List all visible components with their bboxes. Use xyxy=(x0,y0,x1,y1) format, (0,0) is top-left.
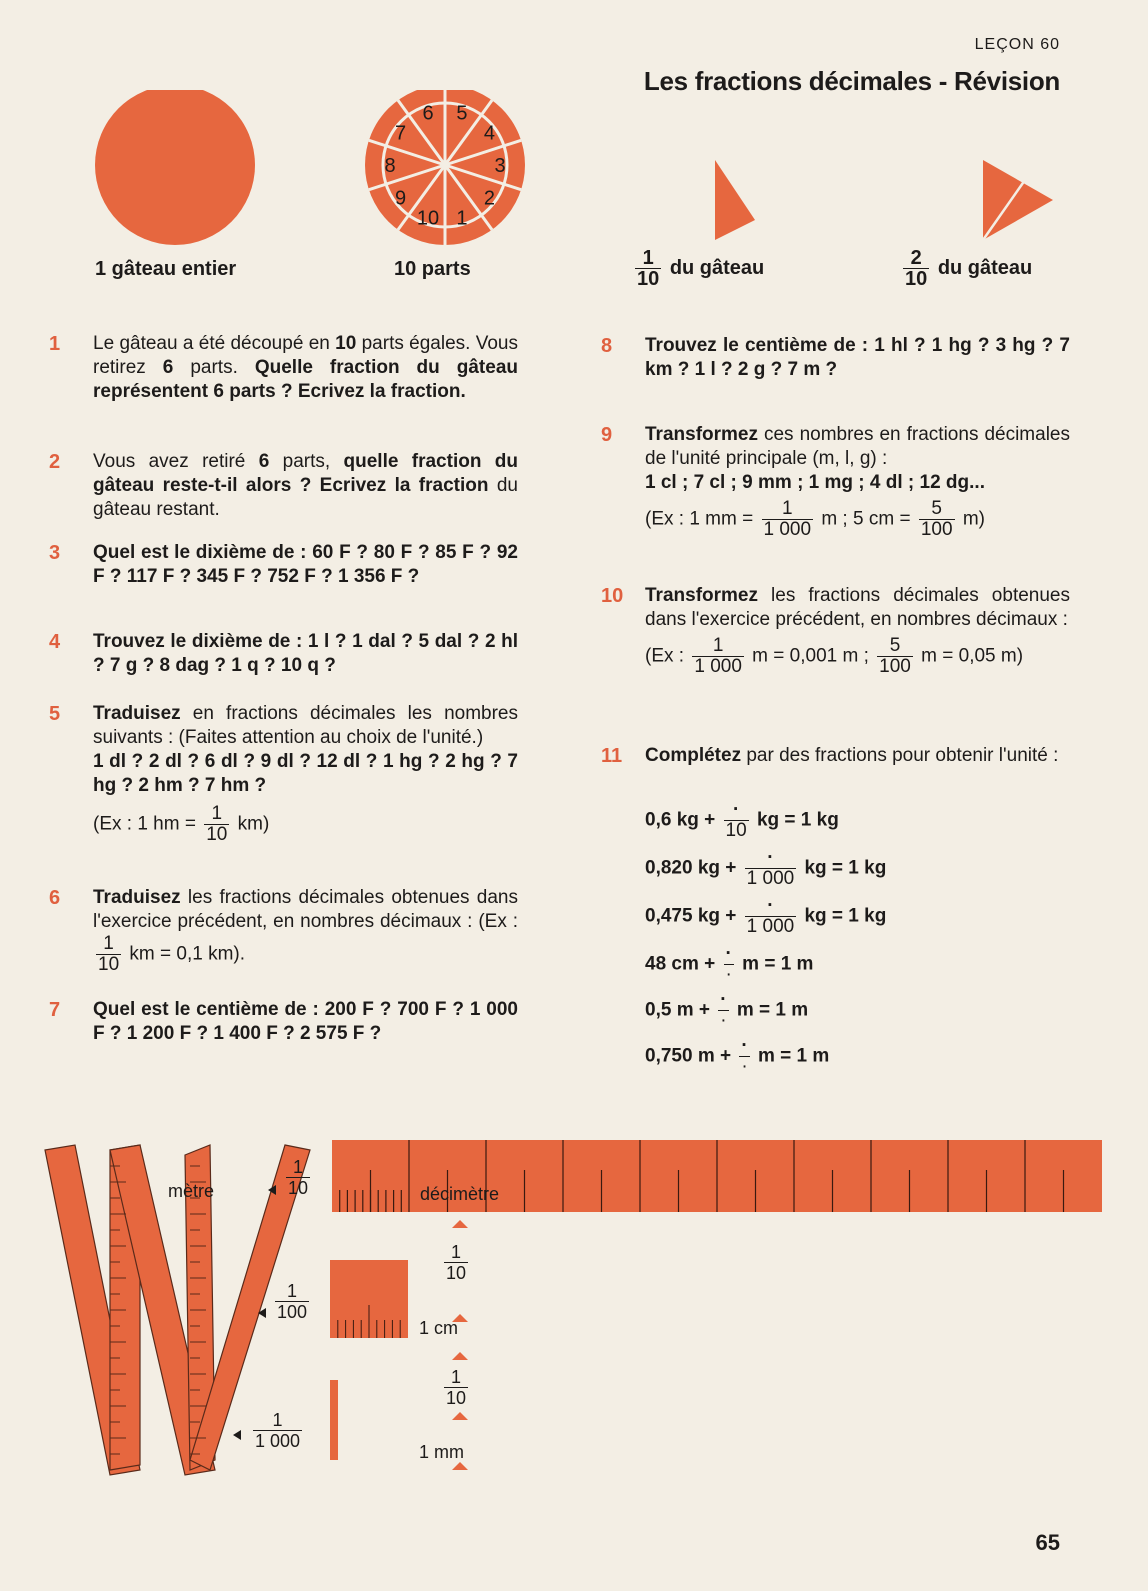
slice-number: 9 xyxy=(394,187,407,210)
exercise-11-lines xyxy=(645,800,886,1082)
slice-number: 8 xyxy=(384,155,396,177)
page-title: Les fractions décimales - Révision xyxy=(643,66,1060,96)
exercise-9: 9 Transformez ces nombres en fractions décimales de l'unité principale (m, l, g) : 1 cl ; 7 cl ; 9 mm ; 1 mg ; 4 dl ; 12 dg... (Ex : 1 mm = $\frac{1}{1 000}$ m ; 5 cm = $\frac{5}{100}$ m) xyxy=(601,424,1070,540)
label-metre: mètre xyxy=(168,1181,215,1201)
lesson-number: LEÇON 60 xyxy=(974,36,1060,53)
fraction-mm: $\frac{1}{1 000}$ xyxy=(255,1410,301,1451)
completion-line: 0,6 kg + $\frac{\cdot}{10}$ kg = 1 kg xyxy=(645,799,839,841)
slice-number: 1 xyxy=(456,207,468,230)
label-mm: 1 mm xyxy=(419,1442,464,1462)
fraction-dm-to-cm: $\frac{1}{10}$ xyxy=(446,1242,467,1283)
completion-line: 0,820 kg + $\frac{\cdot}{1 000}$ kg = 1 kg xyxy=(645,847,887,889)
one-tenth-slice xyxy=(715,160,755,240)
caption-one-tenth: $\frac{1}{10}$ du gâteau xyxy=(637,247,765,290)
completion-line: 0,750 m + $\frac{\cdot}{\cdot}$ m = 1 m xyxy=(645,1035,830,1077)
whole-cake-disc xyxy=(95,90,255,245)
slice-number: 6 xyxy=(422,102,434,125)
two-tenths-slice xyxy=(983,160,1053,240)
page-number: 65 xyxy=(1035,1530,1060,1555)
exercise-8: 8 Trouvez le centième de : 1 hl ? 1 hg ? 3 hg ? 7 km ? 1 l ? 2 g ? 7 m ? xyxy=(601,335,1070,380)
slice-number: 7 xyxy=(394,122,407,145)
label-decimetre: décimètre xyxy=(420,1184,500,1204)
exercise-7: 7 Quel est le centième de : 200 F ? 700 F ? 1 000 F ? 1 200 F ? 1 400 F ? 2 575 F ? xyxy=(49,999,518,1044)
slice-number: 5 xyxy=(456,102,468,125)
caption-whole-cake: 1 gâteau entier xyxy=(95,258,237,280)
slice-number: 3 xyxy=(494,155,506,177)
exercise-5: 5 Traduisez en fractions décimales les nombres suivants : (Faites attention au choix de l'unité.) 1 dl ? 2 dl ? 6 dl ? 9 dl ? 12 dl ? 1 hg ? 2 hg ? 7 hg ? 2 hm ? 7 hm ? (Ex : 1 hm = $\frac{1}{10}$ km) xyxy=(49,703,518,845)
exercise-10: 10 Transformez les fractions décimales obtenues dans l'exercice précédent, en nombres décimaux : (Ex : $\frac{1}{1 000}$ m = 0,001 m ; $\frac{5}{100}$ m = 0,05 m) xyxy=(601,585,1070,677)
exercise-3: 3 Quel est le dixième de : 60 F ? 80 F ? 85 F ? 92 F ? 117 F ? 345 F ? 752 F ? 1 356 F ? xyxy=(49,542,518,587)
slice-number: 10 xyxy=(416,207,440,230)
completion-line: 48 cm + $\frac{\cdot}{\cdot}$ m = 1 m xyxy=(645,943,814,985)
completion-line: 0,5 m + $\frac{\cdot}{\cdot}$ m = 1 m xyxy=(645,989,809,1031)
cake-illustrations xyxy=(90,90,1080,260)
exercise-1: 1 Le gâteau a été découpé en 10 parts égales. Vous retirez 6 parts. Quelle fraction du gâteau représentent 6 parts ? Ecrivez la fraction. xyxy=(49,333,519,402)
caption-ten-parts: 10 parts xyxy=(394,258,471,280)
exercise-11: 11 Complétez par des fractions pour obtenir l'unité : xyxy=(601,745,1059,767)
caption-two-tenths: $\frac{2}{10}$ du gâteau xyxy=(905,247,1033,290)
slice-number: 2 xyxy=(483,187,496,210)
ten-parts-cake xyxy=(365,90,525,245)
slice-number: 4 xyxy=(483,122,496,145)
fraction-metre: $\frac{1}{10}$ xyxy=(288,1157,309,1198)
fraction-cm: $\frac{1}{100}$ xyxy=(277,1281,308,1322)
label-cm: 1 cm xyxy=(419,1318,459,1338)
completion-line: 0,475 kg + $\frac{\cdot}{1 000}$ kg = 1 kg xyxy=(645,895,887,937)
millimetre-strip xyxy=(330,1380,338,1460)
exercise-6: 6 Traduisez les fractions décimales obtenues dans l'exercice précédent, en nombres décimaux : (Ex : $\frac{1}{10}$ km = 0,1 km). xyxy=(49,887,518,975)
fraction-cm-to-mm: $\frac{1}{10}$ xyxy=(446,1367,467,1408)
exercise-4: 4 Trouvez le dixième de : 1 l ? 1 dal ? 5 dal ? 2 hl ? 7 g ? 8 dag ? 1 q ? 10 q ? xyxy=(49,631,518,676)
exercise-2: 2 Vous avez retiré 6 parts, quelle fraction du gâteau reste-t-il alors ? Ecrivez la fraction du gâteau restant. xyxy=(49,451,518,520)
